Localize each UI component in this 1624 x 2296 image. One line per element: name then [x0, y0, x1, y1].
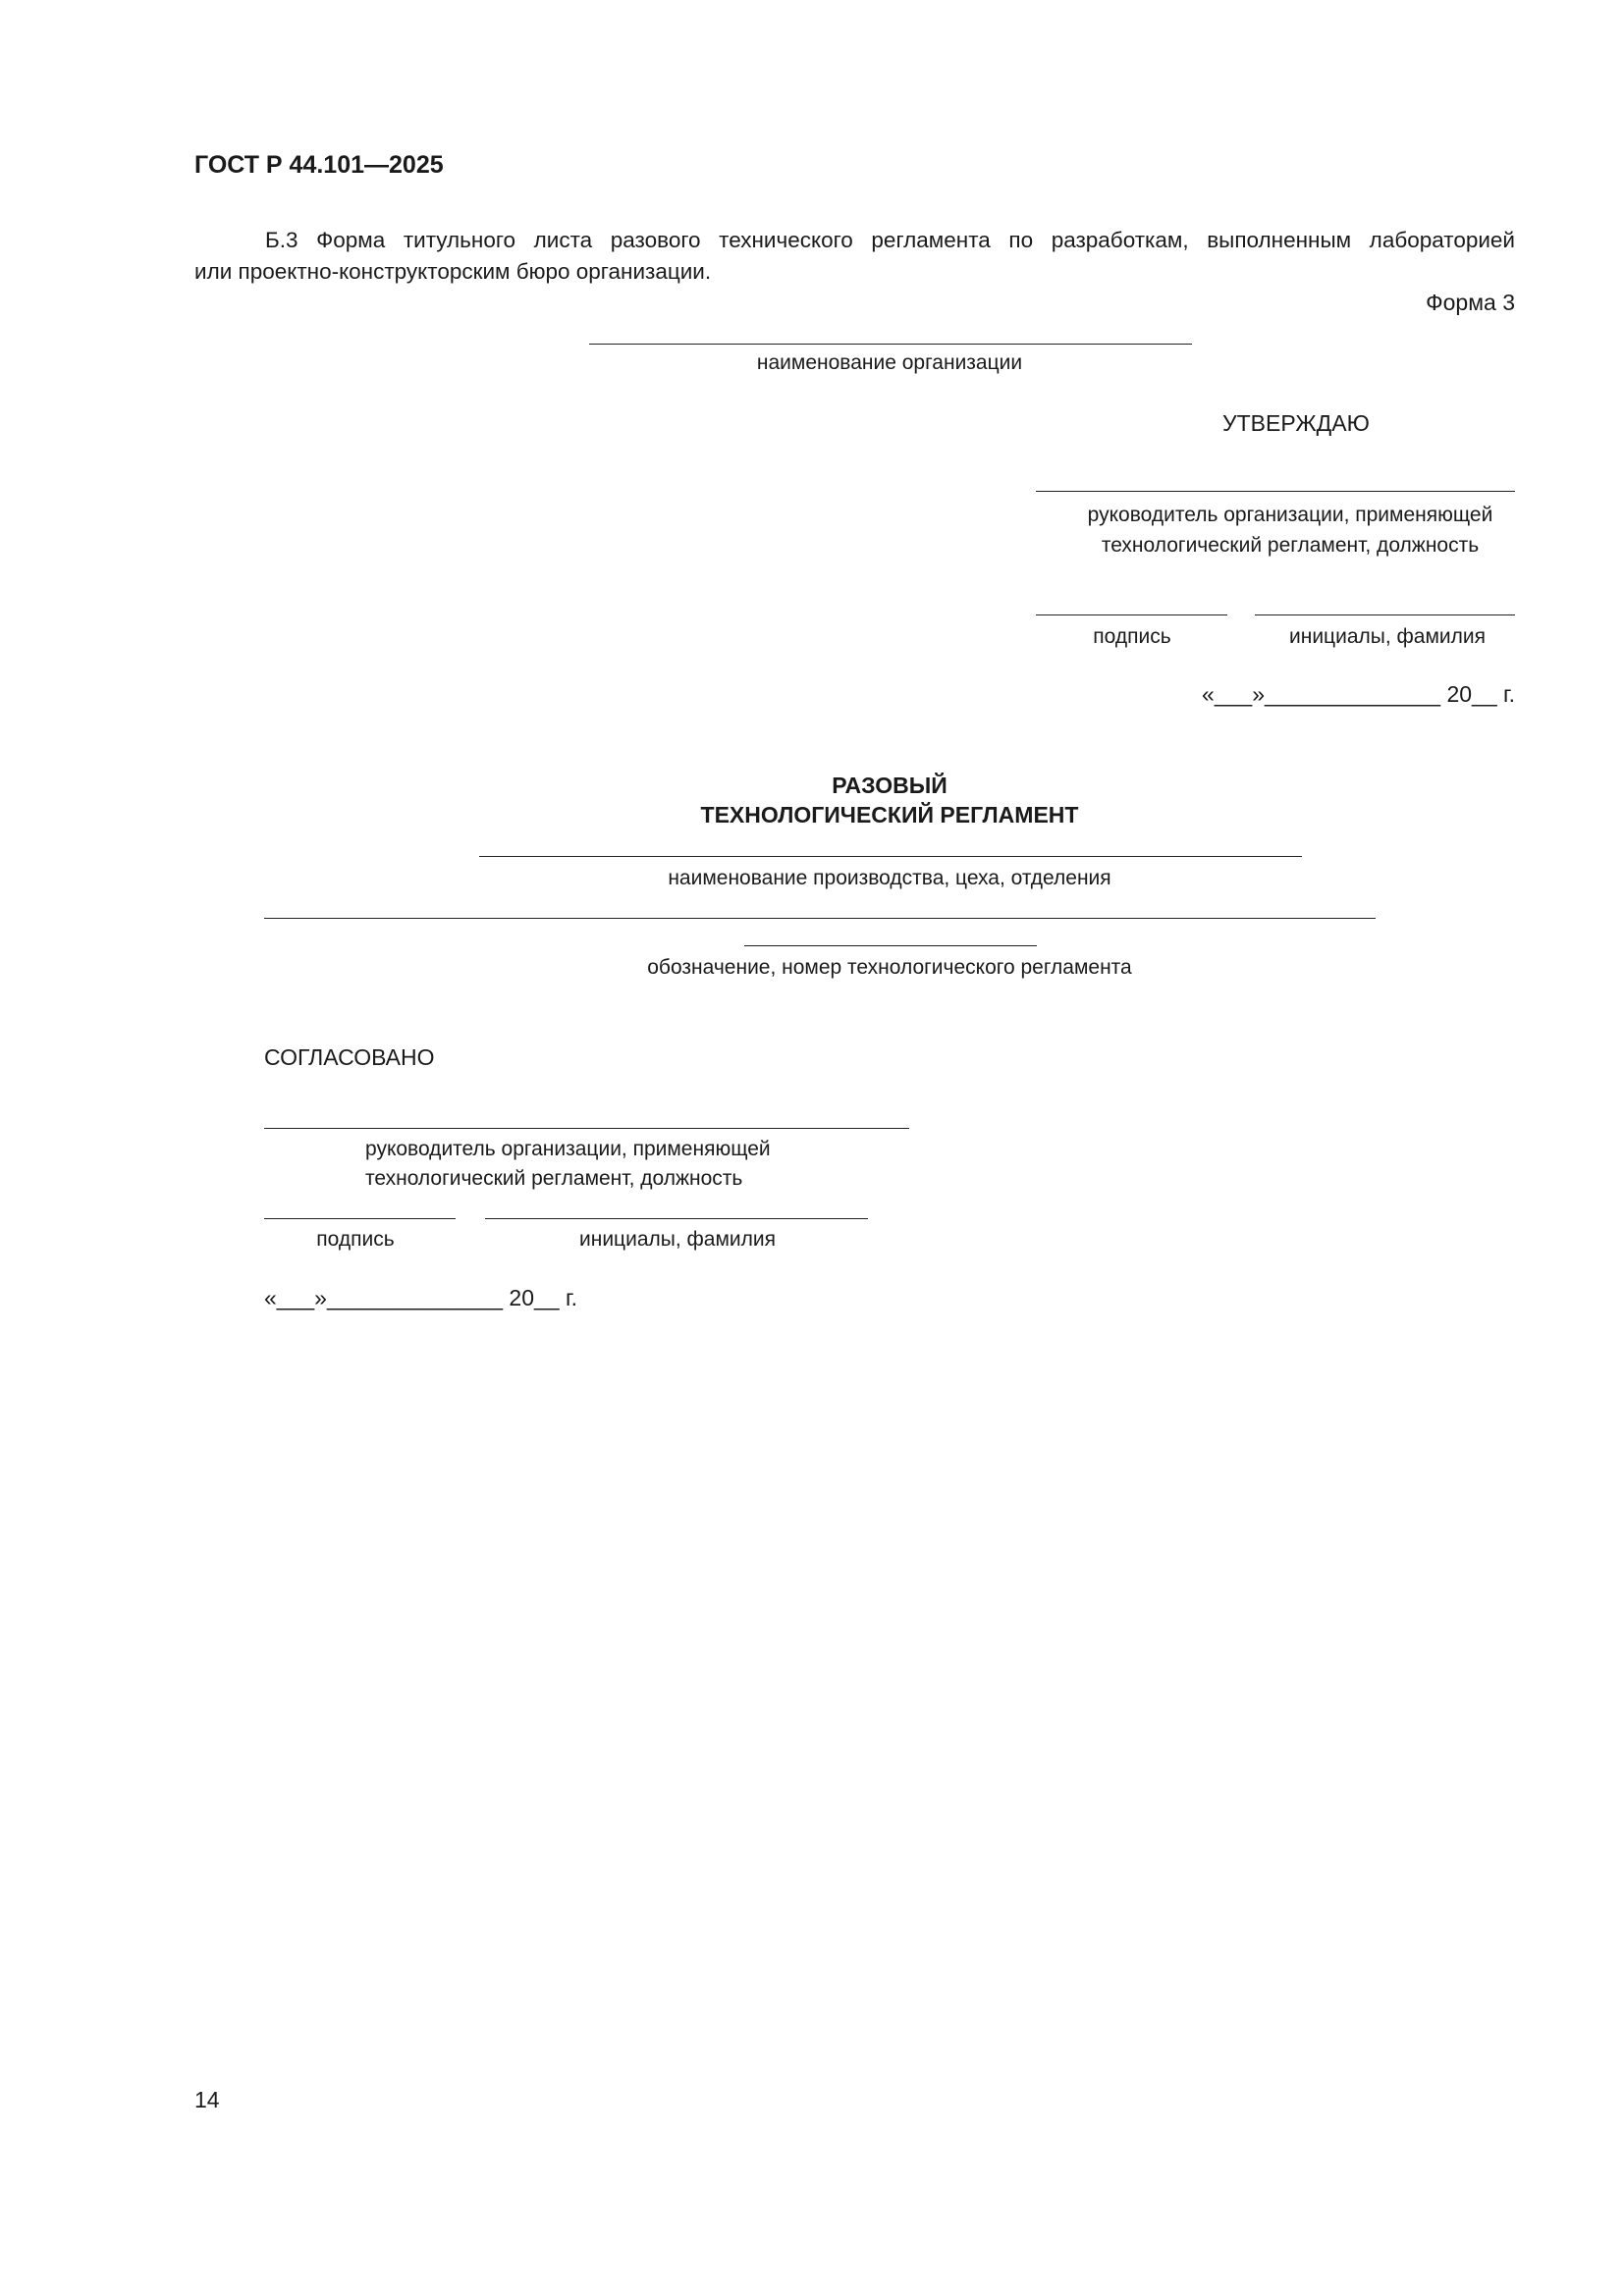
agreed-signature-line	[264, 1218, 456, 1219]
approve-position-caption-1: руководитель организации, применяющей	[1087, 504, 1493, 526]
document-title-2: ТЕХНОЛОГИЧЕСКИЙ РЕГЛАМЕНТ	[700, 802, 1079, 828]
form-label: Форма 3	[1426, 290, 1515, 315]
production-caption: наименование производства, цеха, отделения	[668, 867, 1111, 889]
approve-signature-line	[1036, 614, 1227, 615]
agreed-signature-caption: подпись	[316, 1228, 395, 1251]
agreed-name-line	[485, 1218, 868, 1219]
agreed-title: СОГЛАСОВАНО	[264, 1044, 435, 1070]
agreed-position-caption-1: руководитель организации, применяющей	[365, 1138, 771, 1160]
approve-date: «___»______________ 20__ г.	[1202, 681, 1515, 707]
standard-code: ГОСТ Р 44.101—2025	[194, 151, 444, 179]
intro-line-2: или проектно-конструкторским бюро организации.	[194, 259, 712, 284]
production-line-2	[264, 918, 1376, 919]
agreed-name-caption: инициалы, фамилия	[579, 1228, 776, 1251]
production-line	[479, 856, 1302, 857]
approve-position-line	[1036, 491, 1515, 492]
approve-name-line	[1255, 614, 1515, 615]
approve-title: УТВЕРЖДАЮ	[1222, 410, 1370, 436]
number-caption: обозначение, номер технологического регламента	[647, 956, 1132, 979]
agreed-date: «___»______________ 20__ г.	[264, 1285, 577, 1310]
organization-caption: наименование организации	[756, 351, 1023, 374]
approve-signature-caption: подпись	[1093, 625, 1171, 648]
document-title-1: РАЗОВЫЙ	[832, 773, 947, 798]
agreed-position-caption-2: технологический регламент, должность	[365, 1167, 743, 1190]
page-number: 14	[194, 2087, 220, 2112]
number-line	[744, 945, 1037, 946]
approve-name-caption: инициалы, фамилия	[1289, 625, 1486, 648]
approve-position-caption-2: технологический регламент, должность	[1101, 534, 1480, 557]
organization-line	[589, 344, 1192, 345]
intro-line-1: Б.3 Форма титульного листа разового технического регламента по разработкам, выполненным лабораторией	[265, 228, 1515, 252]
agreed-position-line	[264, 1128, 909, 1129]
